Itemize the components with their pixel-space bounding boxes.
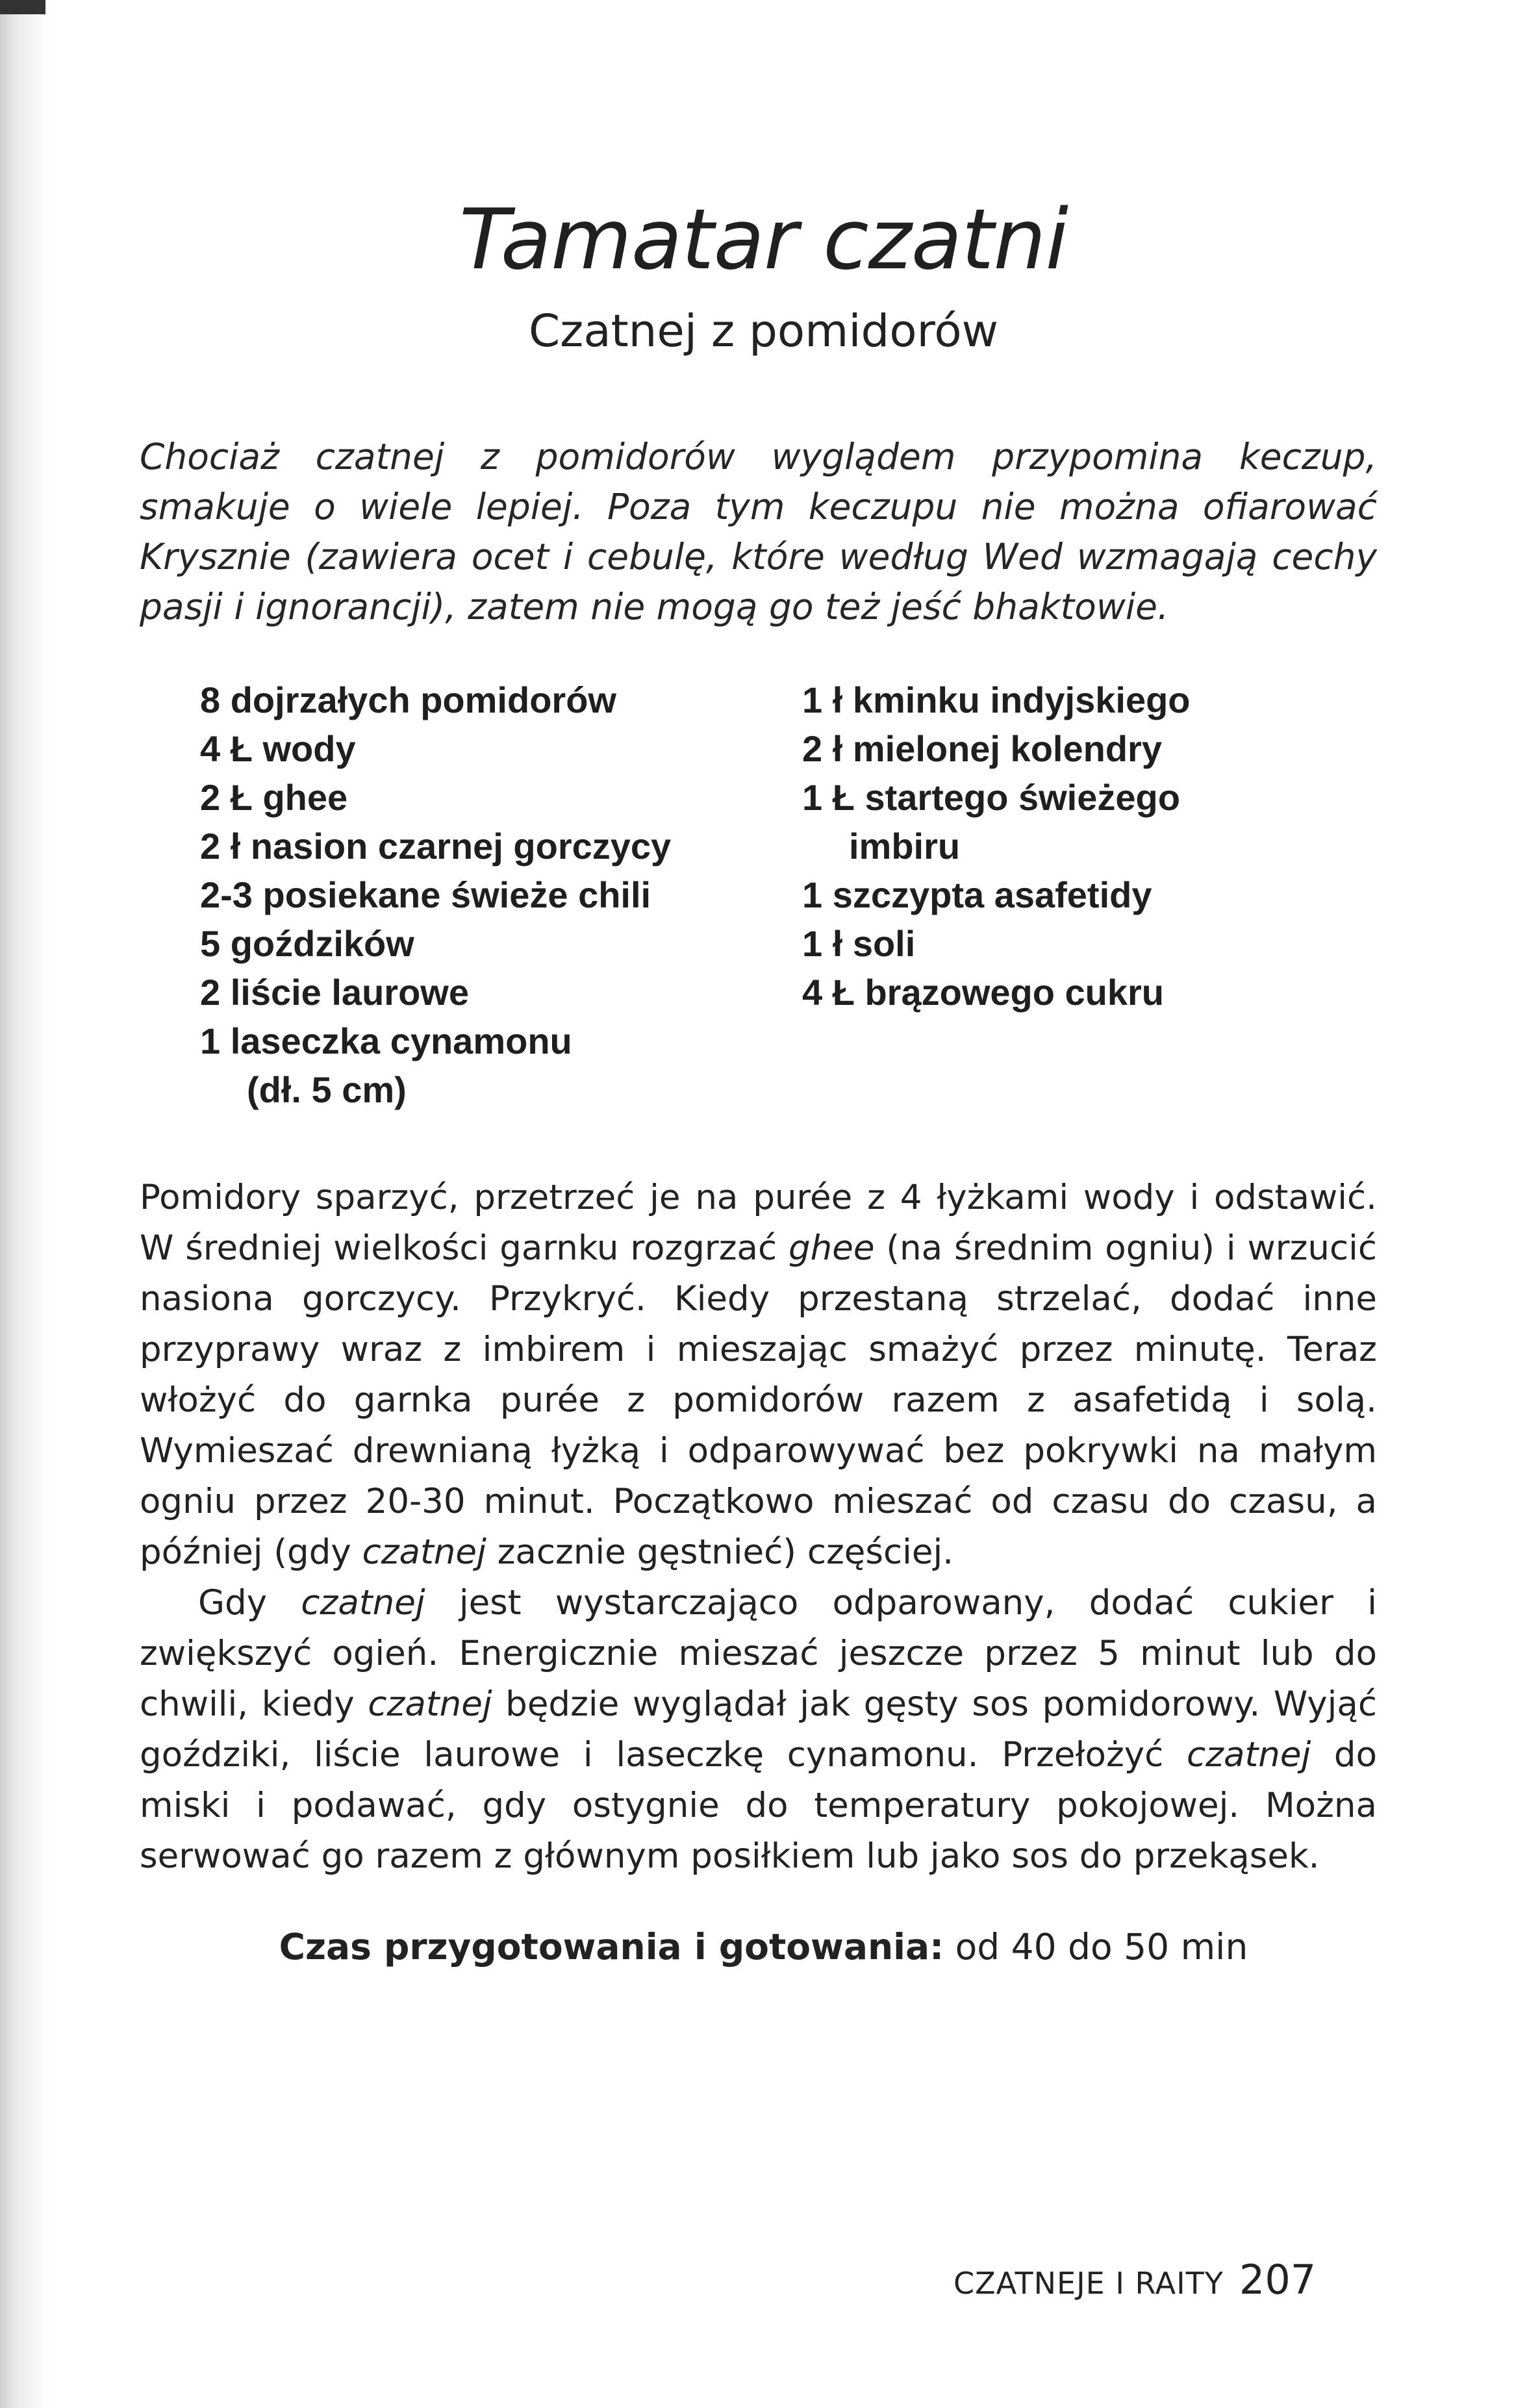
ingredient-item: 1 ł kminku indyjskiego [802, 679, 1191, 720]
ingredient-item: 1 szczypta asafetidy [802, 874, 1152, 915]
ingredient-item: 2 Ł ghee [200, 777, 348, 818]
ingredient-item: 2 liście laurowe [200, 972, 469, 1013]
page-number: 207 [1239, 2256, 1317, 2303]
ingredient-item: 1 ł soli [802, 923, 916, 964]
section-title: CZATNEJE I RAITY [953, 2266, 1224, 2301]
ingredient-item: 8 dojrzałych pomidorów [200, 679, 616, 720]
recipe-intro: Chociaż czatnej z pomidorów wyglądem przypomina keczup, smakuje o wiele lepiej. Poza tym keczupu nie można ofiarować Krysznie (zawiera ocet i cebulę, które według Wed wzmagają cechy pasji i ignorancji), zatem nie mogą go też jeść bhaktowie. [140, 436, 1377, 627]
ingredient-continuation: imbiru [849, 826, 961, 867]
scan-spine-shadow [0, 0, 52, 2408]
ingredient-continuation: (dł. 5 cm) [247, 1069, 407, 1110]
prep-time [0, 1926, 1527, 1968]
recipe-title: Tamatar czatni [459, 192, 1068, 288]
prep-time-label: Czas przygotowania i gotowania: [279, 1926, 944, 1968]
ingredients-right-column [802, 676, 1191, 1017]
ingredient-item: 5 goździków [200, 923, 414, 964]
ingredient-item: 2 ł mielonej kolendry [802, 728, 1162, 769]
page-footer [953, 2256, 1316, 2303]
recipe-subtitle: Czatnej z pomidorów [528, 305, 999, 357]
method-paragraph-1: Pomidory sparzyć, przetrzeć je na purée z 4 łyżkami wody i odstawić. W średniej wielkości garnku rozgrzać ghee (na średnim ogniu) i wrzucić nasiona gorczycy. Przykryć. Kiedy przestaną strzelać, dodać inne przyprawy wraz z imbirem i mieszając smażyć przez minutę. Teraz włożyć do garnka purée z pomidorów razem z asafetidą i solą. Wymieszać drewnianą łyżką i odparowywać bez pokrywki na małym ogniu przez 20-30 minut. Początkowo mieszać od czasu do czasu, a później (gdy czatnej zacznie gęstnieć) częściej. [140, 1178, 1377, 1572]
recipe-method [140, 1172, 1377, 1882]
ingredients-left-column [200, 676, 671, 1114]
ingredient-item: 1 Ł startego świeżego imbiru [802, 773, 1191, 870]
ingredient-item: 4 Ł wody [200, 728, 356, 769]
ingredient-item: 1 laseczka cynamonu (dł. 5 cm) [200, 1017, 671, 1114]
method-paragraph-2: Gdy czatnej jest wystarczająco odparowany, dodać cukier i zwiększyć ogień. Energicznie mieszać jeszcze przez 5 minut lub do chwili, kiedy czatnej będzie wyglądał jak gęsty sos pomidorowy. Wyjąć goździki, liście laurowe i laseczkę cynamonu. Przełożyć czatnej do miski i podawać, gdy ostygnie do temperatury pokojowej. Można serwować go razem z głównym posiłkiem lub jako sos do przekąsek. [140, 1583, 1378, 1876]
prep-time-value: od 40 do 50 min [955, 1926, 1248, 1968]
ingredient-item: 4 Ł brązowego cukru [802, 972, 1164, 1013]
ingredient-item: 2-3 posiekane świeże chili [200, 874, 651, 915]
ingredient-item: 2 ł nasion czarnej gorczycy [200, 826, 672, 867]
scan-corner-mark [0, 0, 45, 14]
